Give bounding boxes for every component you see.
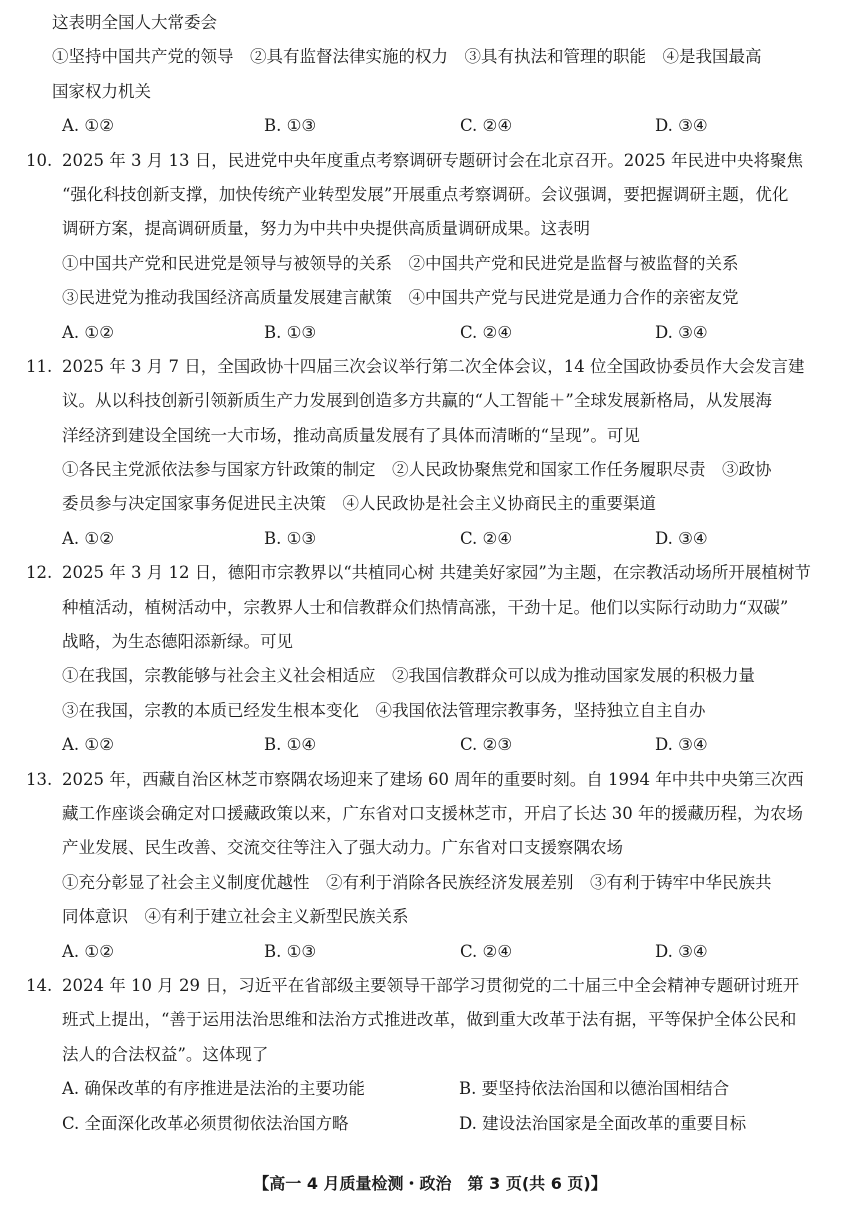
q10-stem-cont: [0, 212, 860, 246]
question-number: 13.: [26, 769, 53, 789]
q11-choices-line-2: 委员参与决定国家事务促进民主决策 ④人民政协是社会主义协商民主的重要渠道: [62, 494, 656, 514]
q10-choices: [0, 247, 860, 281]
option-d: D. ③④: [655, 322, 708, 342]
option-c: C. ②④: [460, 528, 513, 548]
option-b: B. ①③: [264, 116, 317, 136]
q13-stem-line-1: 2025 年，西藏自治区林芝市察隅农场迎来了建场 60 周年的重要时刻。自 1994 年中共中央第三次西: [62, 769, 804, 789]
q12-stem-line-3: 战略，为生态德阳添新绿。可见: [62, 632, 293, 652]
q11-stem-line-2: 议。从以科技创新引领新质生产力发展到创造多方共赢的“人工智能＋”全球发展新格局，从发展海: [62, 391, 772, 411]
question-number: 10.: [26, 150, 53, 170]
q10-choices: [0, 281, 860, 315]
option-a: A. ①②: [62, 322, 114, 342]
q14-options-row-1: [0, 1072, 860, 1106]
q12-choices: [0, 694, 860, 728]
option-d: D. ③④: [655, 116, 708, 136]
q10-options: [0, 316, 860, 350]
option-d: D. ③④: [655, 941, 708, 961]
q11-stem-line-1: 2025 年 3 月 7 日，全国政协十四届三次会议举行第二次全体会议，14 位全国政协委员作大会发言建: [62, 356, 805, 376]
q9-choices: [0, 75, 860, 109]
option-a: A. ①②: [62, 941, 114, 961]
question-number: 11.: [26, 356, 53, 376]
page-footer: 【高一 4 月质量检测・政治 第 3 页(共 6 页)】: [253, 1174, 607, 1193]
q10-stem-cont: [0, 178, 860, 212]
q12-choices: [0, 659, 860, 693]
q13-stem: [0, 763, 860, 797]
q9-stem-text: 这表明全国人大常委会: [52, 13, 217, 32]
q10-choices-line-2: ③民进党为推动我国经济高质量发展建言献策 ④中国共产党与民进党是通力合作的亲密友党: [62, 288, 739, 308]
q12-stem: [0, 556, 860, 590]
q9-choices-line-1: ①坚持中国共产党的领导 ②具有监督法律实施的权力 ③具有执法和管理的职能 ④是我国最高: [52, 47, 762, 67]
q11-options: [0, 522, 860, 556]
q13-stem-line-3: 产业发展、民生改善、交流交往等注入了强大动力。广东省对口支援察隅农场: [62, 838, 623, 858]
q12-stem-cont: [0, 591, 860, 625]
q14-stem-cont: [0, 1038, 860, 1072]
q13-choices: [0, 866, 860, 900]
q9-options: [0, 109, 860, 143]
option-b: B. ①④: [264, 735, 317, 755]
q11-choices: [0, 487, 860, 521]
q12-choices-line-1: ①在我国，宗教能够与社会主义社会相适应 ②我国信教群众可以成为推动国家发展的积极力量: [62, 666, 755, 686]
q11-stem-cont: [0, 419, 860, 453]
option-c: C. ②③: [460, 735, 513, 755]
q11-stem-line-3: 洋经济到建设全国统一大市场，推动高质量发展有了具体而清晰的“呈现”。可见: [62, 425, 640, 445]
exam-page: [0, 6, 860, 1141]
q11-choices: [0, 453, 860, 487]
option-a: A. ①②: [62, 735, 114, 755]
q10-stem-line-1: 2025 年 3 月 13 日，民进党中央年度重点考察调研专题研讨会在北京召开。2025 年民进中央将聚焦: [62, 150, 803, 170]
option-c: C. ②④: [460, 322, 513, 342]
q14-stem-line-3: 法人的合法权益”。这体现了: [62, 1044, 269, 1064]
q13-choices-line-1: ①充分彰显了社会主义制度优越性 ②有利于消除各民族经济发展差别 ③有利于铸牢中华民族共: [62, 872, 772, 892]
q11-stem-cont: [0, 384, 860, 418]
question-number: 12.: [26, 563, 53, 583]
q9-stem: [0, 6, 860, 40]
q9-choices-line-2: 国家权力机关: [52, 81, 151, 101]
q10-stem-line-2: “强化科技创新支撑，加快传统产业转型发展”开展重点考察调研。会议强调，要把握调研主题，优化: [62, 184, 789, 204]
q14-stem-line-2: 班式上提出，“善于运用法治思维和法治方式推进改革，做到重大改革于法有据，平等保护全体公民和: [62, 1010, 797, 1030]
option-b: B. 要坚持依法治国和以德治国相结合: [459, 1079, 730, 1099]
q9-choices: [0, 40, 860, 74]
option-d: D. ③④: [655, 735, 708, 755]
q10-stem-line-3: 调研方案，提高调研质量，努力为中共中央提供高质量调研成果。这表明: [62, 219, 590, 239]
q13-choices-line-2: 同体意识 ④有利于建立社会主义新型民族关系: [62, 907, 409, 927]
q13-stem-line-2: 藏工作座谈会确定对口援藏政策以来，广东省对口支援林芝市，开启了长达 30 年的援藏历程，为农场: [62, 803, 803, 823]
option-c: C. ②④: [460, 941, 513, 961]
q11-stem: [0, 350, 860, 384]
option-d: D. 建设法治国家是全面改革的重要目标: [459, 1113, 747, 1133]
option-a: A. ①②: [62, 116, 114, 136]
q14-options-row-2: [0, 1107, 860, 1141]
q12-choices-line-2: ③在我国，宗教的本质已经发生根本变化 ④我国依法管理宗教事务，坚持独立自主自办: [62, 700, 706, 720]
q13-stem-cont: [0, 831, 860, 865]
q13-stem-cont: [0, 797, 860, 831]
option-c: C. 全面深化改革必须贯彻依法治国方略: [62, 1113, 349, 1133]
option-a: A. 确保改革的有序推进是法治的主要功能: [62, 1079, 365, 1099]
option-d: D. ③④: [655, 528, 708, 548]
q13-options: [0, 935, 860, 969]
q12-stem-line-2: 种植活动，植树活动中，宗教界人士和信教群众们热情高涨，干劲十足。他们以实际行动助力“双碳”: [62, 597, 789, 617]
q12-stem-cont: [0, 625, 860, 659]
q10-choices-line-1: ①中国共产党和民进党是领导与被领导的关系 ②中国共产党和民进党是监督与被监督的关系: [62, 253, 739, 273]
option-a: A. ①②: [62, 528, 114, 548]
q14-stem-cont: [0, 1003, 860, 1037]
question-number: 14.: [26, 975, 53, 995]
q14-stem: [0, 969, 860, 1003]
q14-stem-line-1: 2024 年 10 月 29 日，习近平在省部级主要领导干部学习贯彻党的二十届三中全会精神专题研讨班开: [62, 975, 800, 995]
option-b: B. ①③: [264, 528, 317, 548]
option-c: C. ②④: [460, 116, 513, 136]
q12-options: [0, 728, 860, 762]
option-b: B. ①③: [264, 941, 317, 961]
q11-choices-line-1: ①各民主党派依法参与国家方针政策的制定 ②人民政协聚焦党和国家工作任务履职尽责 ③政协: [62, 460, 772, 480]
q12-stem-line-1: 2025 年 3 月 12 日，德阳市宗教界以“共植同心树 共建美好家园”为主题，在宗教活动场所开展植树节: [62, 563, 811, 583]
q10-stem: [0, 144, 860, 178]
q13-choices: [0, 900, 860, 934]
option-b: B. ①③: [264, 322, 317, 342]
